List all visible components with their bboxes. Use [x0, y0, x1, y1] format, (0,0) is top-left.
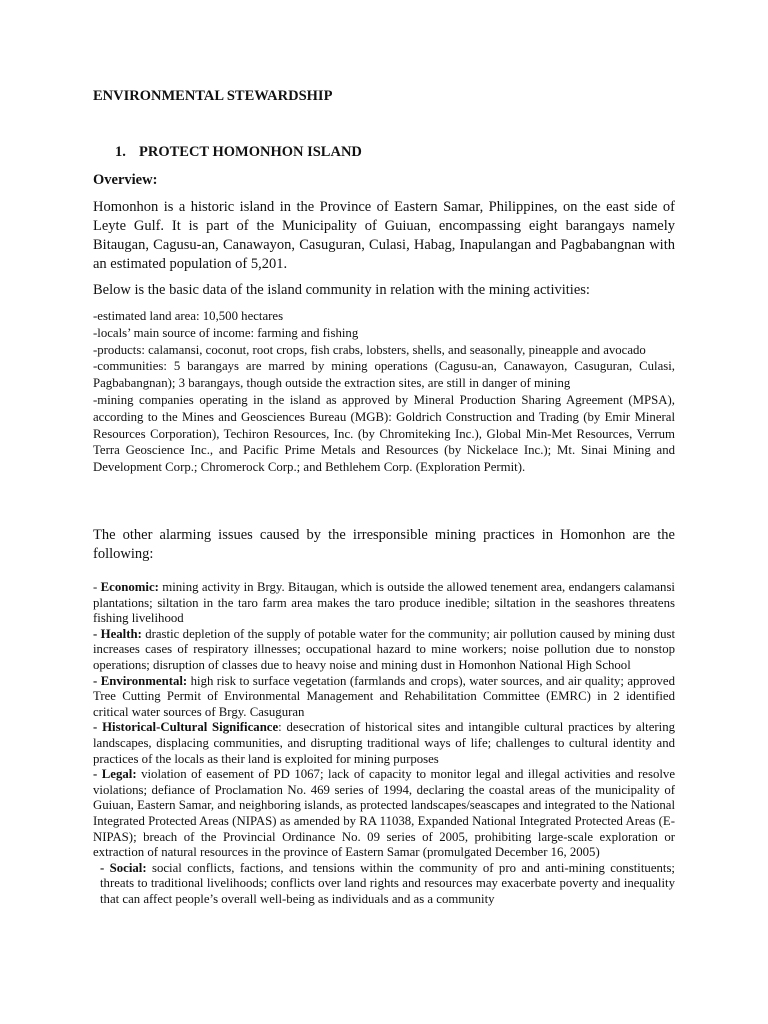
section-number: 1. [115, 144, 126, 160]
issue-social [93, 861, 675, 908]
issue-economic [93, 580, 675, 627]
issue-environmental [93, 674, 675, 721]
issue-historical-cultural [93, 720, 675, 767]
basic-data-item: -estimated land area: 10,500 hectares [93, 309, 284, 323]
issues-lead: The other alarming issues caused by the irresponsible mining practices in Homonhon are the following: [93, 527, 675, 562]
basic-data-item: -communities: 5 barangays are marred by mining operations (Cagusu-an, Canawayon, Casuguran, Culasi, Pagbabangnan); 3 barangays, though outside the extraction sites, are still in danger of mining [93, 359, 675, 391]
issue-label [93, 720, 278, 734]
section-heading [115, 144, 362, 161]
issue-text: violation of easement of PD 1067; lack of capacity to monitor legal and illegal activities and resolve violations; defiance of Proclamation No. 469 series of 1994, declaring the coastal areas of the municipality of Guiuan, Eastern Samar, and neighboring islands, as protected landscapes/seascapes and integrated to the National Integrated Protected Areas (NIPAS) as amended by RA 11038, Expanded National Integrated Protected Areas (E-NIPAS); breach of the Provincial Ordinance No. 09 series of 2005, prohibiting large-scale exploration or extraction of natural resources in the province of Eastern Samar (promulgated December 16, 2005) [93, 767, 675, 860]
basic-data-item: -mining companies operating in the island as approved by Mineral Production Sharing Agreement (MPSA), according to the Mines and Geosciences Bureau (MGB): Goldrich Construction and Trading (by Emir Mineral Resources Corporation), Techiron Resources, Inc. (by Chromiteking Inc.), Global Min-Met Resources, Verrum Terra Geoscience Inc., and Pacific Prime Metals and Resources (by Nickelace Inc.); Mt. Sinai Mining and Development Corp.; Chromerock Corp.; and Bethlehem Corp. (Exploration Permit). [93, 392, 675, 475]
issue-label-text: Health: [100, 626, 142, 641]
issue-label-text: Historical-Cultural Significance [102, 720, 279, 735]
basic-data-item: -products: calamansi, coconut, root crops, fish crabs, lobsters, shells, and seasonally, pineapple and avocado [93, 342, 646, 357]
issue-text: high risk to surface vegetation (farmlands and crops), water sources, and air quality; approved Tree Cutting Permit of Environmental Management and Rehabilitation Committee (EMRC) in 2 identified critical water sources of Brgy. Casuguran [93, 673, 675, 719]
issue-prefix: - [100, 860, 110, 875]
issue-label [100, 861, 147, 875]
issue-text: social conflicts, factions, and tensions within the community of pro and anti-mining constituents; threats to traditional livelihoods; conflicts over land rights and resources may exacerbate poverty and inequality that can affect people’s overall well-being as individuals and as a community [100, 860, 675, 906]
issue-label [93, 674, 187, 688]
overview-heading: Overview: [93, 172, 158, 188]
issue-label-text: Environmental: [100, 673, 188, 688]
basic-data-list [93, 308, 675, 476]
basic-data-lead: Below is the basic data of the island community in relation with the mining activities: [93, 282, 590, 298]
issue-label [93, 767, 137, 781]
issue-prefix: - [93, 720, 103, 735]
issue-health [93, 627, 675, 674]
issue-label-text: Social: [109, 860, 147, 875]
intro-paragraph: Homonhon is a historic island in the Province of Eastern Samar, Philippines, on the east side of Leyte Gulf. It is part of the Municipality of Guiuan, encompassing eight barangays namely Bitaugan, Cagusu-an, Canawayon, Casuguran, Culasi, Habag, Inapulangan and Pagbabangnan with an estimated population of 5,201. [93, 199, 675, 272]
issue-text: : desecration of historical sites and intangible cultural practices by altering landscapes, displacing communities, and disrupting traditional ways of life; challenges to cultural identity and practices of the locals as their land is exploited for mining purposes [93, 720, 675, 766]
document-title: ENVIRONMENTAL STEWARDSHIP [93, 88, 333, 104]
issue-legal [93, 767, 675, 861]
issue-prefix: - [93, 580, 101, 594]
issue-label-text: Legal: [101, 767, 137, 782]
issue-prefix: - [93, 673, 101, 688]
basic-data-item: -locals’ main source of income: farming and fishing [93, 325, 359, 340]
issue-prefix: - [93, 626, 101, 641]
section-title: PROTECT HOMONHON ISLAND [139, 144, 362, 160]
issue-prefix: - [93, 767, 102, 782]
issue-text: mining activity in Brgy. Bitaugan, which is outside the allowed tenement area, endangers calamansi plantations; siltation in the taro farm area makes the taro produce inedible; siltation in the seashores threatens fishing livelihood [93, 580, 675, 626]
issue-label [93, 627, 142, 641]
issue-label: Economic: [100, 580, 159, 594]
issue-text: drastic depletion of the supply of potable water for the community; air pollution caused by mining dust increases cases of respiratory illnesses; occupational hazard to mine workers; noise pollution due to nonstop operations; disruption of classes due to heavy noise and mining dust in Homonhon National High School [93, 626, 675, 672]
issues-list [93, 580, 675, 907]
